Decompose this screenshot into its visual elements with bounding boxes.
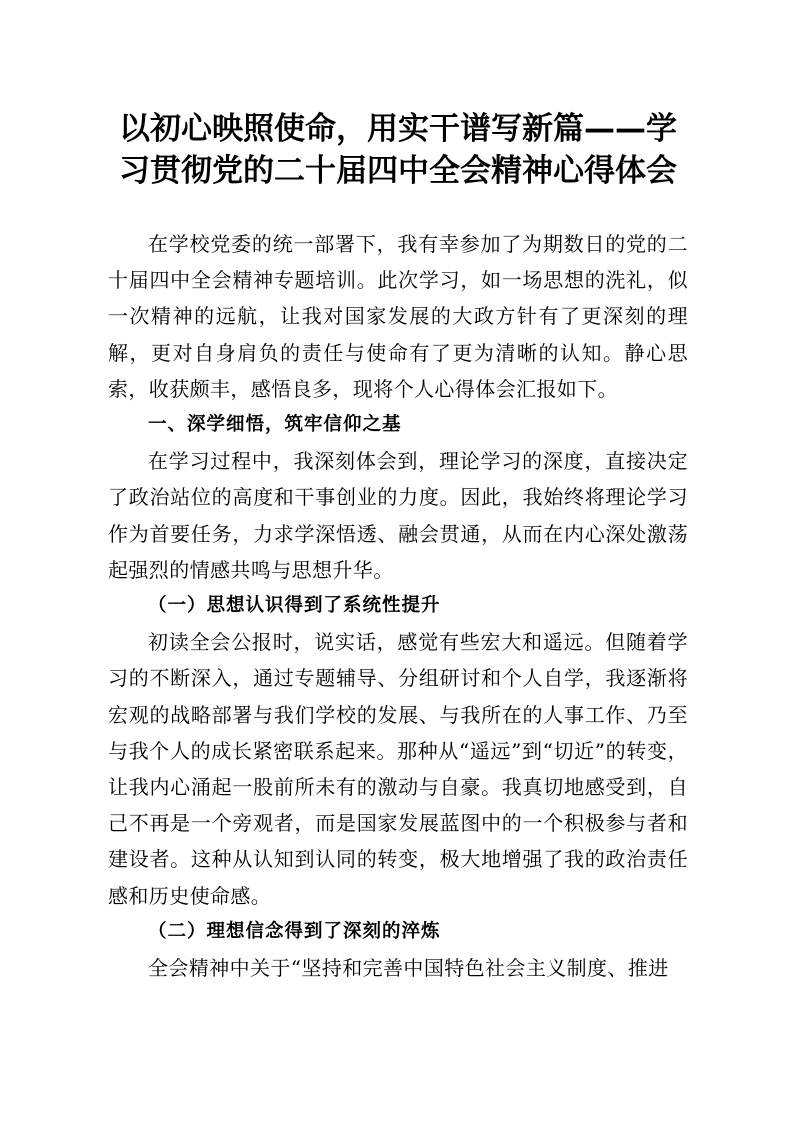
paragraph-subsection-2: 全会精神中关于“坚持和完善中国特色社会主义制度、推进 bbox=[148, 956, 669, 981]
paragraph-intro: 在学校党委的统一部署下，我有幸参加了为期数日的党的二十届四中全会精神专题培训。此次学习，如一场思想的洗礼，似一次精神的远航，让我对国家发展的大政方针有了更深刻的理解，更对自身肩负的责任与使命有了更为清晰的认知。静心思索，收获颇丰，感悟良多，现将个人心得体会汇报如下。 bbox=[108, 232, 688, 401]
document-body bbox=[108, 226, 688, 986]
subsection-heading-2: （二）理想信念得到了深刻的淬炼 bbox=[148, 920, 441, 942]
section-heading-1: 一、深学细悟，筑牢信仰之基 bbox=[148, 414, 402, 436]
document-title bbox=[108, 108, 688, 192]
paragraph-subsection-1: 初读全会公报时，说实话，感觉有些宏大和遥远。但随着学习的不断深入，通过专题辅导、分组研讨和个人自学，我逐渐将宏观的战略部署与我们学校的发展、与我所在的人事工作、乃至与我个人的成长紧密联系起来。那种从“遥远”到“切近”的转变，让我内心涌起一股前所未有的激动与自豪。我真切地感受到，自己不再是一个旁观者，而是国家发展蓝图中的一个积极参与者和建设者。这种从认知到认同的转变，极大地增强了我的政治责任感和历史使命感。 bbox=[108, 630, 688, 908]
subsection-heading-1: （一）思想认识得到了系统性提升 bbox=[148, 595, 441, 617]
title-line-1: 以初心映照使命，用实干谱写新篇——学 bbox=[119, 111, 677, 147]
document-page bbox=[108, 108, 688, 986]
paragraph-section-1: 在学习过程中，我深刻体会到，理论学习的深度，直接决定了政治站位的高度和干事创业的力度。因此，我始终将理论学习作为首要任务，力求学深悟透、融会贯通，从而在内心深处激荡起强烈的情感共鸣与思想升华。 bbox=[108, 449, 688, 582]
title-line-2: 习贯彻党的二十届四中全会精神心得体会 bbox=[119, 153, 677, 189]
